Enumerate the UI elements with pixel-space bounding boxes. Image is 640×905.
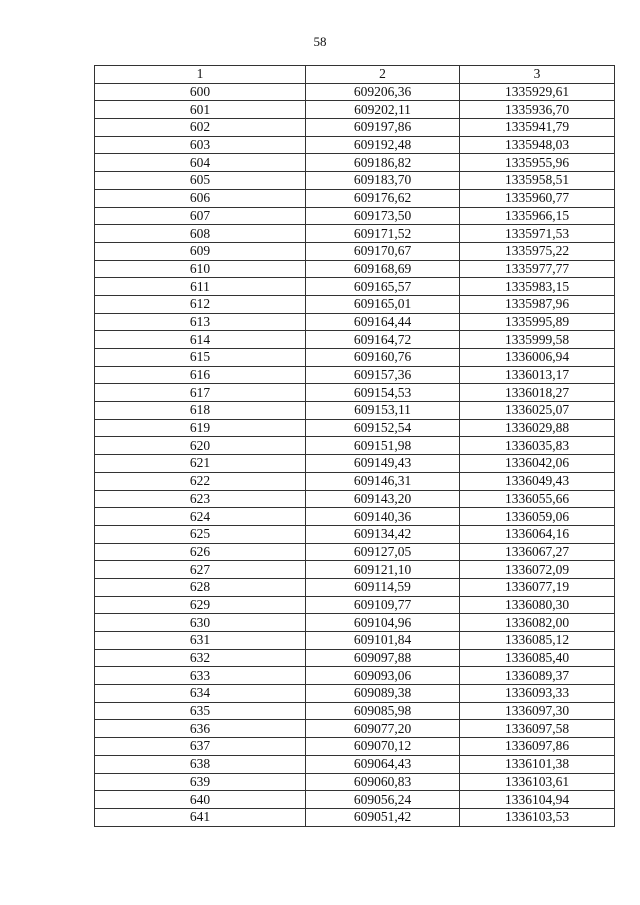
cell-y-coordinate: 1335929,61 [460,83,615,101]
table-row [95,738,615,756]
cell-x-coordinate: 609070,12 [306,738,460,756]
table-row [95,632,615,650]
cell-point-number: 612 [95,295,306,313]
cell-point-number: 638 [95,755,306,773]
cell-point-number: 616 [95,366,306,384]
cell-point-number: 628 [95,578,306,596]
table-row [95,649,615,667]
cell-x-coordinate: 609183,70 [306,172,460,190]
cell-point-number: 636 [95,720,306,738]
cell-y-coordinate: 1336006,94 [460,349,615,367]
cell-y-coordinate: 1336077,19 [460,578,615,596]
cell-point-number: 622 [95,472,306,490]
cell-y-coordinate: 1336104,94 [460,791,615,809]
cell-y-coordinate: 1335995,89 [460,313,615,331]
cell-x-coordinate: 609077,20 [306,720,460,738]
table-row [95,295,615,313]
cell-y-coordinate: 1335936,70 [460,101,615,119]
cell-x-coordinate: 609097,88 [306,649,460,667]
table-row [95,508,615,526]
cell-point-number: 629 [95,596,306,614]
cell-x-coordinate: 609170,67 [306,242,460,260]
column-header-x: 2 [306,66,460,84]
cell-y-coordinate: 1335941,79 [460,119,615,137]
cell-point-number: 606 [95,189,306,207]
cell-y-coordinate: 1335977,77 [460,260,615,278]
cell-point-number: 641 [95,808,306,826]
column-header-y: 3 [460,66,615,84]
table-row [95,313,615,331]
cell-y-coordinate: 1336082,00 [460,614,615,632]
table-row [95,702,615,720]
cell-y-coordinate: 1336103,61 [460,773,615,791]
cell-x-coordinate: 609160,76 [306,349,460,367]
table-row [95,349,615,367]
cell-point-number: 635 [95,702,306,720]
cell-y-coordinate: 1336097,86 [460,738,615,756]
cell-point-number: 624 [95,508,306,526]
cell-y-coordinate: 1336049,43 [460,472,615,490]
cell-x-coordinate: 609206,36 [306,83,460,101]
cell-x-coordinate: 609149,43 [306,455,460,473]
table-row [95,419,615,437]
cell-point-number: 618 [95,402,306,420]
cell-y-coordinate: 1335971,53 [460,225,615,243]
table-row [95,402,615,420]
table-row [95,472,615,490]
cell-y-coordinate: 1335987,96 [460,295,615,313]
cell-x-coordinate: 609152,54 [306,419,460,437]
cell-y-coordinate: 1336013,17 [460,366,615,384]
cell-y-coordinate: 1336085,40 [460,649,615,667]
cell-point-number: 626 [95,543,306,561]
cell-y-coordinate: 1335948,03 [460,136,615,154]
table-row [95,278,615,296]
cell-x-coordinate: 609085,98 [306,702,460,720]
cell-y-coordinate: 1336080,30 [460,596,615,614]
cell-x-coordinate: 609114,59 [306,578,460,596]
table-row [95,366,615,384]
table-row [95,83,615,101]
cell-point-number: 627 [95,561,306,579]
cell-point-number: 632 [95,649,306,667]
cell-x-coordinate: 609064,43 [306,755,460,773]
cell-x-coordinate: 609164,72 [306,331,460,349]
table-row [95,172,615,190]
cell-y-coordinate: 1336103,53 [460,808,615,826]
cell-y-coordinate: 1336042,06 [460,455,615,473]
table-row [95,207,615,225]
table-row [95,561,615,579]
table-row [95,437,615,455]
cell-point-number: 603 [95,136,306,154]
cell-x-coordinate: 609157,36 [306,366,460,384]
cell-y-coordinate: 1336101,38 [460,755,615,773]
cell-x-coordinate: 609186,82 [306,154,460,172]
cell-point-number: 637 [95,738,306,756]
cell-point-number: 631 [95,632,306,650]
cell-x-coordinate: 609168,69 [306,260,460,278]
cell-y-coordinate: 1335958,51 [460,172,615,190]
cell-point-number: 621 [95,455,306,473]
cell-y-coordinate: 1335960,77 [460,189,615,207]
table-row [95,331,615,349]
table-row [95,384,615,402]
cell-x-coordinate: 609192,48 [306,136,460,154]
cell-y-coordinate: 1335999,58 [460,331,615,349]
table-row [95,225,615,243]
cell-point-number: 633 [95,667,306,685]
cell-y-coordinate: 1336018,27 [460,384,615,402]
table-row [95,189,615,207]
cell-point-number: 602 [95,119,306,137]
cell-y-coordinate: 1335975,22 [460,242,615,260]
table-row [95,808,615,826]
cell-x-coordinate: 609164,44 [306,313,460,331]
cell-point-number: 604 [95,154,306,172]
cell-x-coordinate: 609056,24 [306,791,460,809]
page-number: 58 [313,34,327,49]
table-row [95,755,615,773]
cell-point-number: 630 [95,614,306,632]
table-row [95,490,615,508]
cell-x-coordinate: 609171,52 [306,225,460,243]
cell-y-coordinate: 1336072,09 [460,561,615,579]
cell-y-coordinate: 1336059,06 [460,508,615,526]
table-row [95,154,615,172]
cell-x-coordinate: 609127,05 [306,543,460,561]
cell-x-coordinate: 609197,86 [306,119,460,137]
cell-point-number: 625 [95,525,306,543]
table-row [95,136,615,154]
table-row [95,791,615,809]
cell-point-number: 610 [95,260,306,278]
cell-point-number: 615 [95,349,306,367]
cell-x-coordinate: 609153,11 [306,402,460,420]
cell-point-number: 608 [95,225,306,243]
cell-x-coordinate: 609089,38 [306,685,460,703]
cell-y-coordinate: 1336035,83 [460,437,615,455]
table-row [95,119,615,137]
cell-x-coordinate: 609121,10 [306,561,460,579]
cell-point-number: 614 [95,331,306,349]
cell-x-coordinate: 609109,77 [306,596,460,614]
cell-y-coordinate: 1336029,88 [460,419,615,437]
cell-point-number: 623 [95,490,306,508]
cell-y-coordinate: 1335983,15 [460,278,615,296]
cell-y-coordinate: 1335966,15 [460,207,615,225]
cell-y-coordinate: 1336089,37 [460,667,615,685]
table-row [95,543,615,561]
cell-x-coordinate: 609051,42 [306,808,460,826]
table-row [95,720,615,738]
cell-point-number: 617 [95,384,306,402]
table-row [95,260,615,278]
cell-x-coordinate: 609176,62 [306,189,460,207]
cell-x-coordinate: 609140,36 [306,508,460,526]
cell-point-number: 634 [95,685,306,703]
cell-y-coordinate: 1336055,66 [460,490,615,508]
table-row [95,242,615,260]
cell-x-coordinate: 609146,31 [306,472,460,490]
cell-x-coordinate: 609154,53 [306,384,460,402]
table-header-row [95,66,615,84]
cell-point-number: 607 [95,207,306,225]
cell-x-coordinate: 609060,83 [306,773,460,791]
table-row [95,596,615,614]
cell-x-coordinate: 609165,01 [306,295,460,313]
cell-point-number: 600 [95,83,306,101]
table-body [95,66,615,827]
cell-y-coordinate: 1336085,12 [460,632,615,650]
cell-x-coordinate: 609093,06 [306,667,460,685]
cell-point-number: 619 [95,419,306,437]
cell-point-number: 620 [95,437,306,455]
cell-x-coordinate: 609143,20 [306,490,460,508]
cell-y-coordinate: 1336097,58 [460,720,615,738]
cell-y-coordinate: 1335955,96 [460,154,615,172]
cell-y-coordinate: 1336067,27 [460,543,615,561]
cell-point-number: 640 [95,791,306,809]
cell-x-coordinate: 609151,98 [306,437,460,455]
table-row [95,773,615,791]
cell-y-coordinate: 1336025,07 [460,402,615,420]
table-row [95,455,615,473]
cell-point-number: 601 [95,101,306,119]
table-row [95,101,615,119]
cell-y-coordinate: 1336097,30 [460,702,615,720]
table-row [95,525,615,543]
cell-y-coordinate: 1336093,33 [460,685,615,703]
cell-point-number: 611 [95,278,306,296]
cell-x-coordinate: 609134,42 [306,525,460,543]
cell-x-coordinate: 609165,57 [306,278,460,296]
column-header-point: 1 [95,66,306,84]
cell-x-coordinate: 609104,96 [306,614,460,632]
table-row [95,667,615,685]
cell-x-coordinate: 609101,84 [306,632,460,650]
cell-x-coordinate: 609202,11 [306,101,460,119]
cell-point-number: 609 [95,242,306,260]
table-row [95,578,615,596]
cell-point-number: 639 [95,773,306,791]
cell-point-number: 605 [95,172,306,190]
coordinates-table [94,65,615,827]
table-row [95,685,615,703]
cell-y-coordinate: 1336064,16 [460,525,615,543]
cell-point-number: 613 [95,313,306,331]
cell-x-coordinate: 609173,50 [306,207,460,225]
table-row [95,614,615,632]
